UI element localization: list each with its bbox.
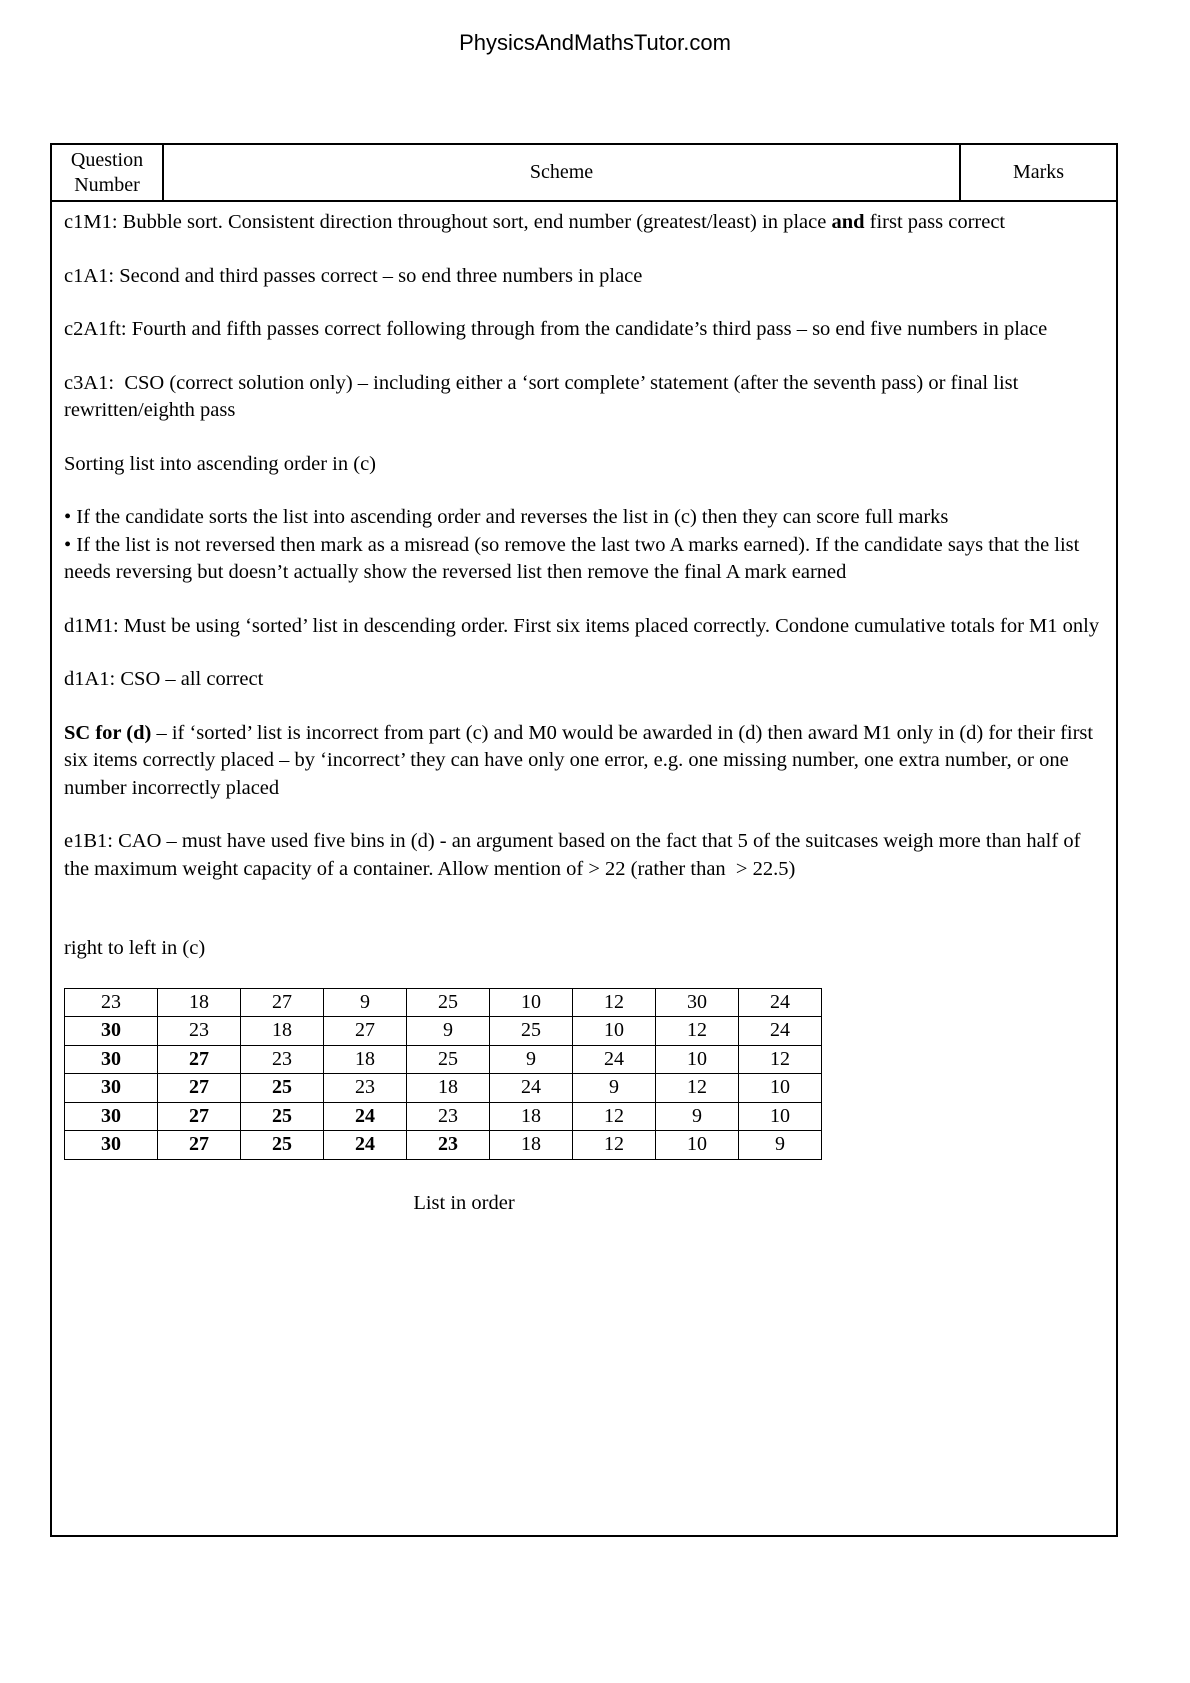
scheme-note-text: right to left in (c) (64, 937, 206, 959)
scheme-note-text: Sorting list into ascending order in (c) (64, 452, 376, 475)
sort-pass-row (65, 1045, 822, 1074)
sort-value-cell: 24 (324, 1102, 407, 1131)
sort-value-cell: 27 (158, 1045, 241, 1074)
sort-value-cell: 24 (573, 1045, 656, 1074)
scheme-note-text: c1A1: Second and third passes correct – so end three numbers in place (64, 264, 643, 287)
sort-value-cell: 10 (739, 1102, 822, 1131)
sort-value-cell: 18 (241, 1017, 324, 1046)
scheme-notes (64, 209, 1102, 963)
sort-value-cell: 30 (656, 988, 739, 1017)
scheme-note-text: c3A1: CSO (correct solution only) – including either a ‘sort complete’ statement (after the seventh pass) or final list rewritten/eighth pass (64, 371, 1019, 421)
sort-value-cell: 27 (158, 1074, 241, 1103)
bubble-sort-table (64, 988, 822, 1160)
sort-value-cell: 25 (490, 1017, 573, 1046)
sort-value-cell: 10 (656, 1131, 739, 1160)
sort-value-cell: 9 (739, 1131, 822, 1160)
list-in-order-caption: List in order (413, 1191, 515, 1214)
sort-value-cell: 10 (739, 1074, 822, 1103)
sort-value-cell: 12 (656, 1074, 739, 1103)
sort-value-cell: 23 (407, 1102, 490, 1131)
bubble-sort-table-body (65, 988, 822, 1159)
sort-value-cell: 30 (65, 1045, 158, 1074)
scheme-note-text: • If the list is not reversed then mark as a misread (so remove the last two A marks earned). If the candidate says that the list needs reversing but doesn’t actually show the reversed list then remove the final A mark earned (64, 533, 1080, 583)
sort-value-cell: 24 (739, 988, 822, 1017)
sort-value-cell: 12 (573, 1102, 656, 1131)
sort-value-cell: 10 (573, 1017, 656, 1046)
question-number-header (52, 145, 164, 200)
sort-value-cell: 25 (407, 1045, 490, 1074)
sort-pass-row (65, 1017, 822, 1046)
sort-value-cell: 27 (324, 1017, 407, 1046)
scheme-note-text: first pass correct (864, 211, 1006, 233)
sort-value-cell: 9 (324, 988, 407, 1017)
sort-value-cell: 23 (407, 1131, 490, 1160)
table-header-row (52, 145, 1116, 202)
sort-value-cell: 24 (324, 1131, 407, 1160)
scheme-body-cell (52, 202, 1116, 1217)
sort-value-cell: 27 (158, 1131, 241, 1160)
sort-value-cell: 30 (65, 1102, 158, 1131)
sort-value-cell: 12 (656, 1017, 739, 1046)
mark-scheme-table (50, 143, 1118, 1537)
sort-value-cell: 12 (739, 1045, 822, 1074)
scheme-note (64, 613, 1102, 641)
sort-pass-row (65, 1102, 822, 1131)
site-header-text: PhysicsAndMathsTutor.com (459, 30, 731, 55)
scheme-note (64, 209, 1102, 237)
sort-value-cell: 25 (241, 1102, 324, 1131)
sort-value-cell: 18 (490, 1102, 573, 1131)
sort-value-cell: 23 (158, 1017, 241, 1046)
scheme-note (64, 263, 1102, 291)
scheme-note (64, 666, 1102, 694)
sort-value-cell: 23 (65, 988, 158, 1017)
sort-value-cell: 23 (324, 1074, 407, 1103)
scheme-note-text: e1B1: CAO – must have used five bins in (d) - an argument based on the fact that 5 of the suitcases weigh more than half of the maximum weight capacity of a container. Allow mention of > 22 (rather than > 22.5) (64, 830, 1081, 880)
sort-value-cell: 27 (241, 988, 324, 1017)
sort-value-cell: 25 (241, 1074, 324, 1103)
sort-value-cell: 18 (158, 988, 241, 1017)
sort-value-cell: 9 (656, 1102, 739, 1131)
sort-value-cell: 23 (241, 1045, 324, 1074)
scheme-note (64, 504, 1102, 532)
scheme-note (64, 532, 1102, 587)
sort-value-cell: 9 (573, 1074, 656, 1103)
question-number-header-line1: Question (70, 148, 144, 171)
scheme-note-text: c1M1: Bubble sort. Consistent direction throughout sort, end number (greatest/least) in place (64, 211, 832, 233)
sort-value-cell: 10 (656, 1045, 739, 1074)
sort-value-cell: 12 (573, 1131, 656, 1160)
scheme-note-text: c2A1ft: Fourth and fifth passes correct following through from the candidate’s third pass – so end five numbers in place (64, 318, 1048, 340)
sort-value-cell: 18 (490, 1131, 573, 1160)
scheme-note (64, 828, 1102, 883)
scheme-note-bold-text: and (831, 211, 865, 233)
scheme-header: Scheme (164, 145, 961, 200)
sort-value-cell: 24 (490, 1074, 573, 1103)
sort-value-cell: 12 (573, 988, 656, 1017)
scheme-note-bold-text: SC for (d) (64, 721, 152, 744)
sort-value-cell: 9 (490, 1045, 573, 1074)
scheme-note-text: d1M1: Must be using ‘sorted’ list in descending order. First six items placed correctly. Condone cumulative totals for M1 only (64, 614, 1100, 637)
question-number-header-line2: Number (74, 173, 140, 196)
sort-value-cell: 27 (158, 1102, 241, 1131)
scheme-note-text: – if ‘sorted’ list is incorrect from part (c) and M0 would be awarded in (d) then award M1 only in (d) for their first six items correctly placed – by ‘incorrect’ they can have only one error, e.g. one missing number, one extra number, or one number incorrectly placed (64, 721, 1094, 799)
sort-value-cell: 9 (407, 1017, 490, 1046)
scheme-note-text: • If the candidate sorts the list into ascending order and reverses the list in (c) then they can score full marks (64, 506, 949, 528)
sort-value-cell: 10 (490, 988, 573, 1017)
sort-pass-row (65, 1074, 822, 1103)
marks-header: Marks (1012, 161, 1065, 183)
scheme-note (64, 935, 1102, 963)
sort-pass-row (65, 1131, 822, 1160)
sort-value-cell: 18 (324, 1045, 407, 1074)
sort-value-cell: 18 (407, 1074, 490, 1103)
sort-value-cell: 30 (65, 1074, 158, 1103)
scheme-note-text: d1A1: CSO – all correct (64, 668, 264, 690)
sort-value-cell: 30 (65, 1131, 158, 1160)
scheme-note (64, 316, 1102, 344)
sort-value-cell: 24 (739, 1017, 822, 1046)
sort-value-cell: 25 (407, 988, 490, 1017)
scheme-note (64, 370, 1102, 425)
scheme-note (64, 451, 1102, 479)
sort-value-cell: 30 (65, 1017, 158, 1046)
scheme-note (64, 720, 1102, 803)
sort-pass-row (65, 988, 822, 1017)
sort-value-cell: 25 (241, 1131, 324, 1160)
